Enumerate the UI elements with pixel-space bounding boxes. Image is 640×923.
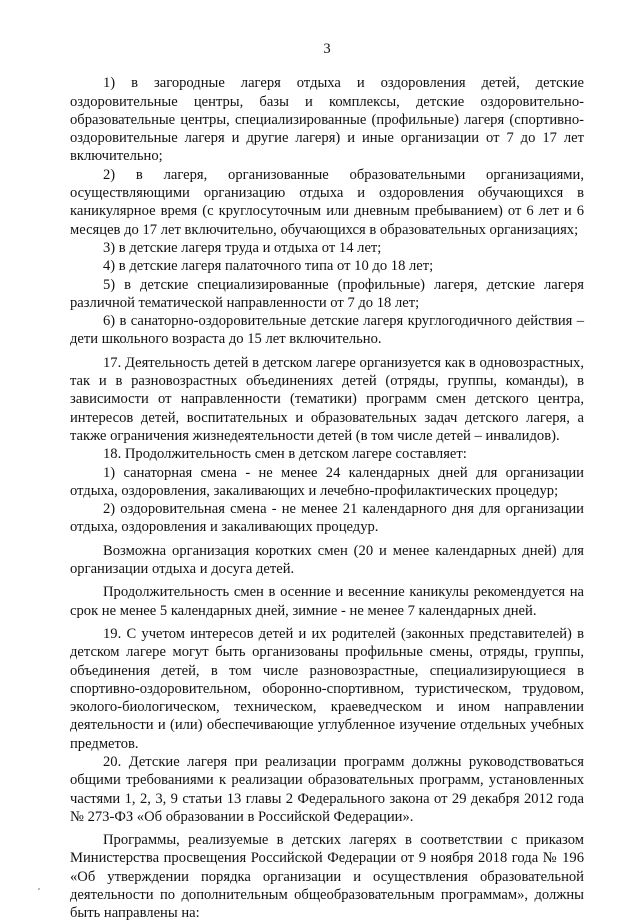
paragraph-clause-18: 18. Продолжительность смен в детском лагере составляет:	[103, 446, 467, 463]
paragraph-camp-type-6: 6) в санаторно-оздоровительные детские лагеря круглогодичного действия – дети школьного возраста до 15 лет включительно.	[70, 313, 584, 348]
paragraph-camp-type-5: 5) в детские специализированные (профильные) лагеря, детские лагеря различной тематической направленности от 7 до 18 лет;	[70, 276, 584, 311]
paragraph-programs: Программы, реализуемые в детских лагерях в соответствии с приказом Министерства просвещения Российской Федерации от 9 ноября 2018 года № 196 «Об утверждении порядка организации и осуществления образовательной деятельности по дополнительным общеобразовательным программам», должны быть направлены на:	[70, 832, 584, 922]
scan-mark	[38, 888, 40, 890]
paragraph-camp-type-1: 1) в загородные лагеря отдыха и оздоровления детей, детские оздоровительные центры, базы и комплексы, детские оздоровительно-образовательные центры, специализированные (профильные) лагеря (спортивно-оздоровительные лагеря и другие лагеря) и иные организации от 7 до 17 лет включительно;	[70, 75, 584, 165]
paragraph-camp-type-4: 4) в детские лагеря палаточного типа от 10 до 18 лет;	[103, 258, 434, 275]
paragraph-clause-19: 19. С учетом интересов детей и их родителей (законных представителей) в детском лагере могут быть организованы профильные смены, отряды, группы, объединения детей, в том числе разновозрастные, специализирующиеся в спортивно-оздоровительном, оборонно-спортивном, туристическом, трудовом, эколого-биологическом, техническом, краеведческом и ином направлении деятельности и (или) обеспечивающие углубленное изучение отдельных учебных предметов.	[70, 625, 584, 752]
paragraph-clause-17: 17. Деятельность детей в детском лагере организуется как в одновозрастных, так и в разновозрастных объединениях детей (отряды, группы, команды), в зависимости от направленности (тематики) программ смен детского центра, интересов детей, воспитательных и образовательных задач детского лагеря, а также ограничения жизнедеятельности детей (в том числе детей – инвалидов).	[70, 354, 584, 444]
paragraph-shift-sanatorium: 1) санаторная смена - не менее 24 календарных дней для организации отдыха, оздоровления, закаливающих и лечебно-профилактических процедур;	[70, 464, 584, 499]
paragraph-shift-health: 2) оздоровительная смена - не менее 21 календарного дня для организации отдыха, оздоровления и закаливающих процедур.	[70, 501, 584, 536]
paragraph-short-shifts: Возможна организация коротких смен (20 и менее календарных дней) для организации отдыха и досуга детей.	[70, 542, 584, 578]
paragraph-clause-20: 20. Детские лагеря при реализации программ должны руководствоваться общими требованиями к реализации образовательных программ, установленных частями 1, 2, 3, 9 статьи 13 главы 2 Федерального закона от 29 декабря 2012 года № 273-ФЗ «Об образовании в Российской Федерации».	[70, 753, 584, 825]
page-number: 3	[323, 41, 331, 57]
paragraph-holiday-shifts: Продолжительность смен в осенние и весенние каникулы рекомендуется на срок не менее 5 календарных дней, зимние - не менее 7 календарных дней.	[70, 584, 584, 619]
paragraph-camp-type-2: 2) в лагеря, организованные образовательными организациями, осуществляющими организацию отдыха и оздоровления обучающихся в каникулярное время (с круглосуточным или дневным пребыванием) от 6 лет и 6 месяцев до 17 лет включительно, обучающихся в образовательных организациях;	[70, 166, 584, 238]
paragraph-camp-type-3: 3) в детские лагеря труда и отдыха от 14 лет;	[103, 239, 382, 256]
